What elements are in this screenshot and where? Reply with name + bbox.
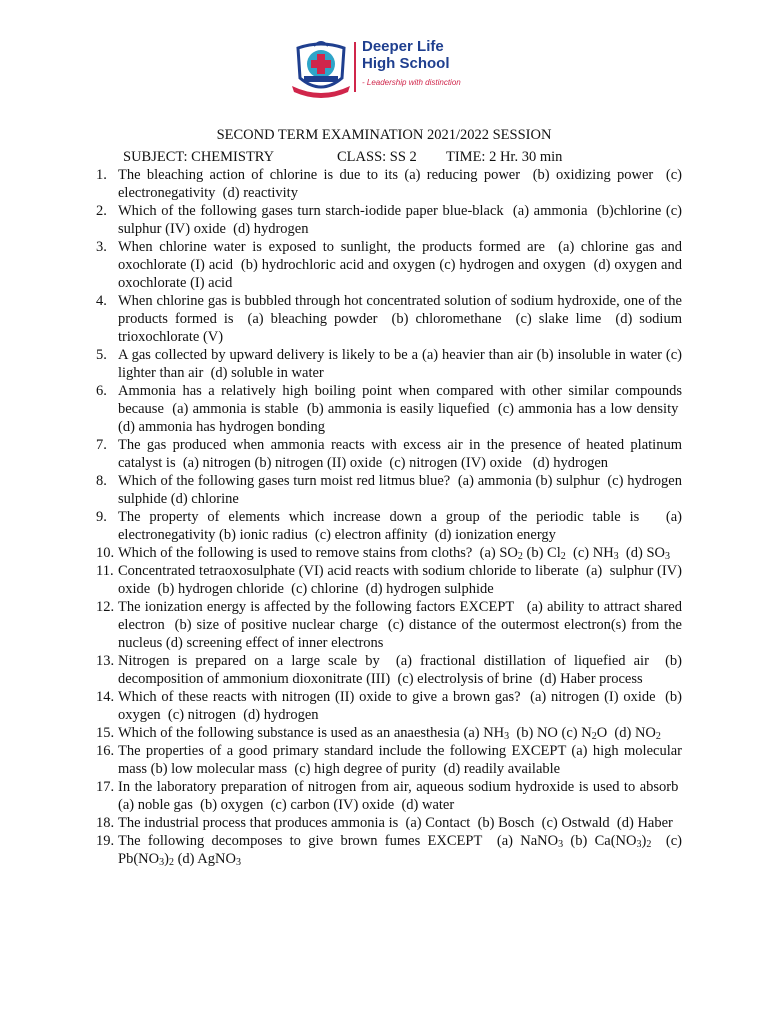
question-number: 14.: [96, 689, 115, 705]
exam-time: TIME: 2 Hr. 30 min: [446, 149, 563, 165]
question-item: [0, 652, 682, 688]
school-name-line1: Deeper Life: [362, 38, 444, 55]
question-item: [0, 832, 682, 868]
question-item: [0, 382, 682, 436]
question-number: 4.: [96, 293, 107, 309]
question-text: When chlorine gas is bubbled through hot concentrated solution of sodium hydroxide, one of the products formed is (a) bleaching powder (b) chloromethane (c) slake lime (d) sodium trioxochlorate (V): [118, 293, 682, 345]
school-name: [362, 38, 472, 72]
question-item: [0, 562, 682, 598]
question-item: [0, 778, 682, 814]
question-text: Which of the following substance is used as an anaesthesia (a) $NH_3$ (b) NO (c) $N_2O$ (d) $NO_2$: [118, 725, 661, 742]
question-number: 7.: [96, 437, 107, 453]
question-number: 8.: [96, 473, 107, 489]
question-text: Which of the following gases turn moist red litmus blue? (a) ammonia (b) sulphur (c) hydrogen sulphide (d) chlorine: [118, 473, 682, 507]
question-number: 15.: [96, 725, 115, 741]
question-number: 13.: [96, 653, 115, 669]
question-number: 6.: [96, 383, 107, 399]
logo-divider: [354, 42, 356, 92]
question-item: [0, 688, 682, 724]
question-text: The industrial process that produces ammonia is (a) Contact (b) Bosch (c) Ostwald (d) Haber: [118, 815, 673, 831]
question-item: [0, 436, 682, 472]
school-motto: - Leadership with distinction: [362, 78, 461, 87]
exam-class: CLASS: SS 2: [337, 149, 417, 165]
question-text: When chlorine water is exposed to sunlight, the products formed are (a) chlorine gas and oxochlorate (I) acid (b) hydrochloric acid and oxygen (c) hydrogen and oxygen (d) oxygen and oxochlorate (I) acid: [118, 239, 682, 291]
question-item: [0, 742, 682, 778]
question-item: [0, 202, 682, 238]
question-number: 1.: [96, 167, 107, 183]
question-text: The properties of a good primary standard include the following EXCEPT (a) high molecular mass (b) low molecular mass (c) high degree of purity (d) readily available: [118, 743, 682, 777]
question-item: [0, 238, 682, 292]
question-text: Concentrated tetraoxosulphate (VI) acid reacts with sodium chloride to liberate (a) sulphur (IV) oxide (b) hydrogen chloride (c) chlorine (d) hydrogen sulphide: [118, 563, 682, 597]
question-text: The property of elements which increase down a group of the periodic table is (a) electronegativity (b) ionic radius (c) electron affinity (d) ionization energy: [118, 509, 682, 543]
school-name-line2: High School: [362, 55, 450, 72]
question-number: 10.: [96, 545, 115, 561]
question-number: 19.: [96, 833, 115, 849]
question-text: The following decomposes to give brown fumes EXCEPT (a) NaNO$_3$ (b) $Ca(NO_3)_2$ (c) $Pb(NO_3)_2$ (d) AgNO$_3$: [118, 833, 682, 868]
question-number: 16.: [96, 743, 115, 759]
question-text: Which of these reacts with nitrogen (II) oxide to give a brown gas? (a) nitrogen (I) oxide (b) oxygen (c) nitrogen (d) hydrogen: [118, 689, 682, 723]
question-text: Nitrogen is prepared on a large scale by (a) fractional distillation of liquefied air (b) decomposition of ammonium dioxonitrate (III) (c) electrolysis of brine (d) Haber process: [118, 653, 682, 687]
school-logo: [290, 38, 470, 100]
question-number: 9.: [96, 509, 107, 525]
question-item: [0, 508, 682, 544]
question-number: 12.: [96, 599, 115, 615]
school-crest-icon: [290, 38, 352, 100]
question-item: [0, 724, 682, 742]
question-number: 17.: [96, 779, 115, 795]
question-text: The bleaching action of chlorine is due to its (a) reducing power (b) oxidizing power (c) electronegativity (d) reactivity: [118, 167, 682, 201]
question-text: Which of the following gases turn starch-iodide paper blue-black (a) ammonia (b)chlorine (c) sulphur (IV) oxide (d) hydrogen: [118, 203, 682, 237]
question-text: The gas produced when ammonia reacts with excess air in the presence of heated platinum catalyst is (a) nitrogen (b) nitrogen (II) oxide (c) nitrogen (IV) oxide (d) hydrogen: [118, 437, 682, 471]
question-item: [0, 292, 682, 346]
question-item: [0, 598, 682, 652]
question-number: 18.: [96, 815, 115, 831]
exam-subject: SUBJECT: CHEMISTRY: [123, 149, 275, 165]
question-item: [0, 166, 682, 202]
question-number: 11.: [96, 563, 114, 579]
question-item: [0, 472, 682, 508]
question-text: In the laboratory preparation of nitrogen from air, aqueous sodium hydroxide is used to absorb (a) noble gas (b) oxygen (c) carbon (IV) oxide (d) water: [118, 779, 682, 813]
question-text: Which of the following is used to remove stains from cloths? (a) $SO_2$ (b) $Cl_2$ (c) $NH_3$ (d) $SO_3$: [118, 545, 670, 562]
question-text: The ionization energy is affected by the following factors EXCEPT (a) ability to attract shared electron (b) size of positive nuclear charge (c) distance of the outermost electron(s) from the nucleus (d) screening effect of inner electrons: [118, 599, 682, 651]
question-text: Ammonia has a relatively high boiling point when compared with other similar compounds because (a) ammonia is stable (b) ammonia is easily liquefied (c) ammonia has a low density (d) ammonia has hydrogen bonding: [118, 383, 682, 435]
question-item: [0, 346, 682, 382]
question-text: A gas collected by upward delivery is likely to be a (a) heavier than air (b) insoluble in water (c) lighter than air (d) soluble in water: [118, 347, 682, 381]
question-number: 3.: [96, 239, 107, 255]
question-number: 2.: [96, 203, 107, 219]
question-item: [0, 544, 682, 562]
exam-title: SECOND TERM EXAMINATION 2021/2022 SESSION: [216, 127, 552, 143]
question-number: 5.: [96, 347, 107, 363]
question-item: [0, 814, 682, 832]
question-list: [0, 166, 768, 868]
